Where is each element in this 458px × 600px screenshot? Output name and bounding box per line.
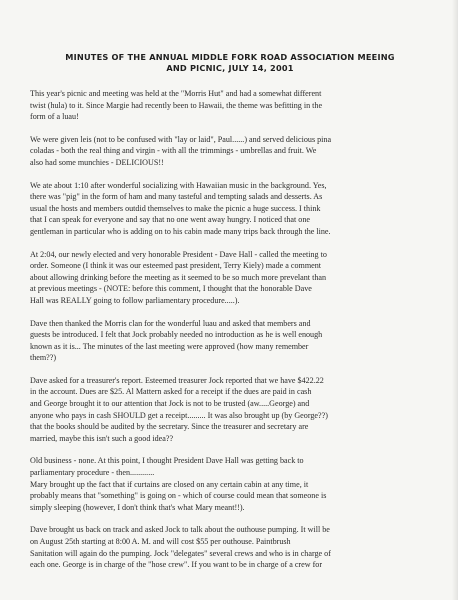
text-line: At 2:04, our newly elected and very honorable President - Dave Hall - called the meeting to [30, 249, 327, 259]
paragraph-4 [30, 249, 430, 307]
text-line: also had some munchies - DELICIOUS!! [30, 157, 164, 167]
text-line: probably means that "something" is going on - which of course could mean that someone is [30, 491, 327, 501]
title-line-1: MINUTES OF THE ANNUAL MIDDLE FORK ROAD ASSOCIATION MEEING [65, 52, 395, 62]
text-line: guests be introduced. I felt that Jock probably needed no introduction as he is well enough [30, 330, 323, 340]
text-line: them??) [30, 353, 57, 363]
text-line: simply sleeping (however, I don't think that's what Mary meant!!). [30, 502, 245, 512]
title-line-2: AND PICNIC, JULY 14, 2001 [166, 63, 294, 73]
text-line: form of a luau! [30, 112, 79, 122]
text-line: Mary brought up the fact that if curtains are closed on any certain cabin at any time, it [30, 479, 309, 489]
text-line: Old business - none. At this point, I thought President Dave Hall was getting back to [30, 456, 304, 466]
text-line: usual the hosts and members outdid themselves to make the picnic a huge success. I think [30, 203, 321, 213]
paragraph-8 [30, 524, 430, 570]
text-line: and George brought it to our attention that Jock is not to be trusted (aw.....George) and [30, 399, 310, 409]
text-line: This year's picnic and meeting was held at the "Morris Hut" and had a somewhat different [30, 89, 322, 98]
text-line: there was "pig" in the form of ham and many tasteful and tempting salads and desserts. As [30, 192, 323, 202]
text-line: that I can speak for everyone and say that no one went away hungry. I noticed that one [30, 215, 310, 225]
paragraph-2 [30, 134, 430, 169]
paragraph-5 [30, 318, 430, 364]
text-line: Sanitation will again do the pumping. Jock "delegates" several crews and who is in charge of [30, 548, 331, 558]
text-line: at previous meetings - (NOTE: before this comment, I thought that the honorable Dave [30, 284, 312, 294]
text-line: twist (hula) to it. Since Margie had recently been to Hawaii, the theme was befitting in the [30, 100, 323, 110]
text-line: that the books should be audited by the secretary. Since the treasurer and secretary are [30, 422, 309, 432]
paragraph-1 [30, 88, 430, 123]
text-line: Dave brought us back on track and asked Jock to talk about the outhouse pumping. It will be [30, 525, 330, 535]
text-line: coladas - both the real thing and virgin - with all the trimmings - umbrellas and fruit. We [30, 146, 317, 156]
text-line: on August 25th starting at 8:00 A. M. and will cost $55 per outhouse. Paintbrush [30, 537, 291, 546]
text-line: parliamentary procedure - then............ [30, 468, 155, 478]
text-line: We ate about 1:10 after wonderful socializing with Hawaiian music in the background. Yes, [30, 180, 327, 190]
text-line: in the account. Dues are $25. Al Mattern asked for a receipt if the dues are paid in cash [30, 387, 312, 397]
text-line: anyone who pays in cash SHOULD get a receipt......... It was also brought up (by George??) [30, 410, 328, 420]
paragraph-3 [30, 180, 430, 238]
text-line: known as it is... The minutes of the last meeting were approved (how many remember [30, 341, 309, 351]
paragraph-6 [30, 375, 430, 445]
text-line: about allowing drinking before the meeting as it seemed to be so much more prevelant than [30, 272, 327, 282]
paragraph-7 [30, 455, 430, 513]
document-title [30, 52, 430, 74]
text-line: each one. George is in charge of the "hose crew". If you want to be in charge of a crew for [30, 560, 323, 570]
text-line: order. Someone (I think it was our esteemed past president, Terry Kiely) made a comment [30, 261, 322, 271]
text-line: Dave asked for a treasurer's report. Esteemed treasurer Jock reported that we have $422.22 [30, 375, 324, 385]
text-line: Dave then thanked the Morris clan for the wonderful luau and asked that members and [30, 318, 311, 328]
text-line: married, maybe this isn't such a good idea?? [30, 433, 174, 443]
text-line: gentleman in particular who is adding on to his cabin made many trips back through the line. [30, 226, 331, 236]
text-line: Hall was REALLY going to follow parliamentary procedure.....). [30, 295, 240, 305]
document-body [30, 88, 430, 571]
text-line: We were given leis (not to be confused with "lay or laid", Paul......) and served delicious pina [30, 134, 332, 144]
